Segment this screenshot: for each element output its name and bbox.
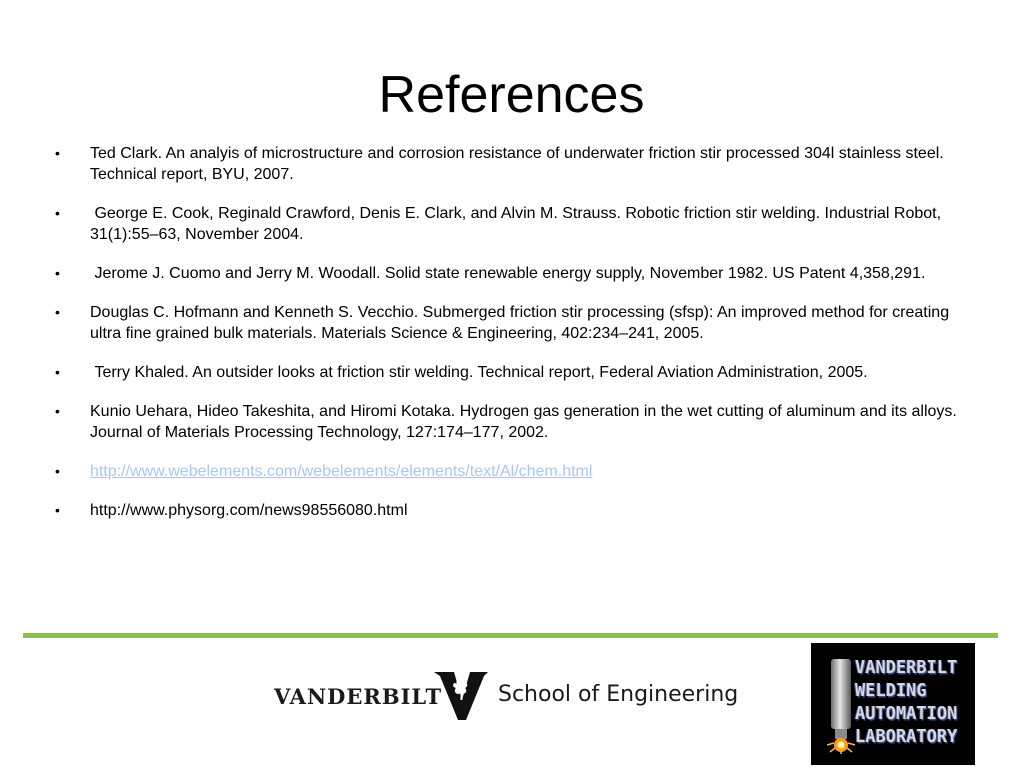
lab-line: LABORATORY	[855, 726, 958, 748]
reference-text: Ted Clark. An analyis of microstructure and corrosion resistance of underwater friction stir processed 304l stainless steel. Technical report, BYU, 2007.	[90, 145, 948, 183]
reference-item-link	[55, 461, 980, 482]
lab-line: AUTOMATION	[855, 703, 958, 725]
school-name: School of Engineering	[498, 682, 739, 707]
bullet-icon: •	[55, 502, 60, 518]
webelements-link[interactable]: http://www.webelements.com/webelements/elements/text/Al/chem.html	[90, 463, 593, 480]
reference-item	[55, 500, 980, 521]
reference-text: Jerome J. Cuomo and Jerry M. Woodall. Solid state renewable energy supply, November 1982. US Patent 4,358,291.	[90, 265, 926, 282]
slide-title: References	[378, 66, 645, 124]
bullet-icon: •	[55, 364, 60, 380]
university-name: VANDERBILT	[274, 684, 443, 709]
bullet-icon: •	[55, 265, 60, 281]
reference-text: Terry Khaled. An outsider looks at friction stir welding. Technical report, Federal Aviation Administration, 2005.	[90, 364, 868, 381]
welding-torch-icon	[825, 657, 859, 757]
bullet-icon: •	[55, 463, 60, 479]
footer-divider	[23, 633, 998, 638]
reference-item	[55, 203, 980, 245]
lab-line: VANDERBILT	[855, 657, 958, 679]
reference-text: Kunio Uehara, Hideo Takeshita, and Hiromi Kotaka. Hydrogen gas generation in the wet cutting of aluminum and its alloys. Journal of Materials Processing Technology, 127:174–177, 2002.	[90, 403, 962, 441]
reference-item	[55, 143, 980, 185]
bullet-icon: •	[55, 145, 60, 161]
lab-line: WELDING	[855, 680, 927, 702]
reference-item	[55, 263, 980, 284]
vanderbilt-v-oak-icon	[432, 670, 490, 722]
welding-lab-logo	[811, 643, 975, 765]
reference-text: http://www.physorg.com/news98556080.html	[90, 502, 408, 519]
reference-list	[55, 143, 980, 539]
reference-item	[55, 302, 980, 344]
bullet-icon: •	[55, 304, 60, 320]
reference-text: George E. Cook, Reginald Crawford, Denis E. Clark, and Alvin M. Strauss. Robotic friction stir welding. Industrial Robot, 31(1):55–63, November 2004.	[90, 205, 946, 243]
vanderbilt-engineering-logo	[274, 668, 744, 722]
reference-text: Douglas C. Hofmann and Kenneth S. Vecchio. Submerged friction stir processing (sfsp): An improved method for creating ultra fine grained bulk materials. Materials Science & Engineering, 402:234–241, 2005.	[90, 304, 954, 342]
lab-name	[855, 657, 971, 749]
reference-item	[55, 362, 980, 383]
reference-item	[55, 401, 980, 443]
bullet-icon: •	[55, 205, 60, 221]
bullet-icon: •	[55, 403, 60, 419]
